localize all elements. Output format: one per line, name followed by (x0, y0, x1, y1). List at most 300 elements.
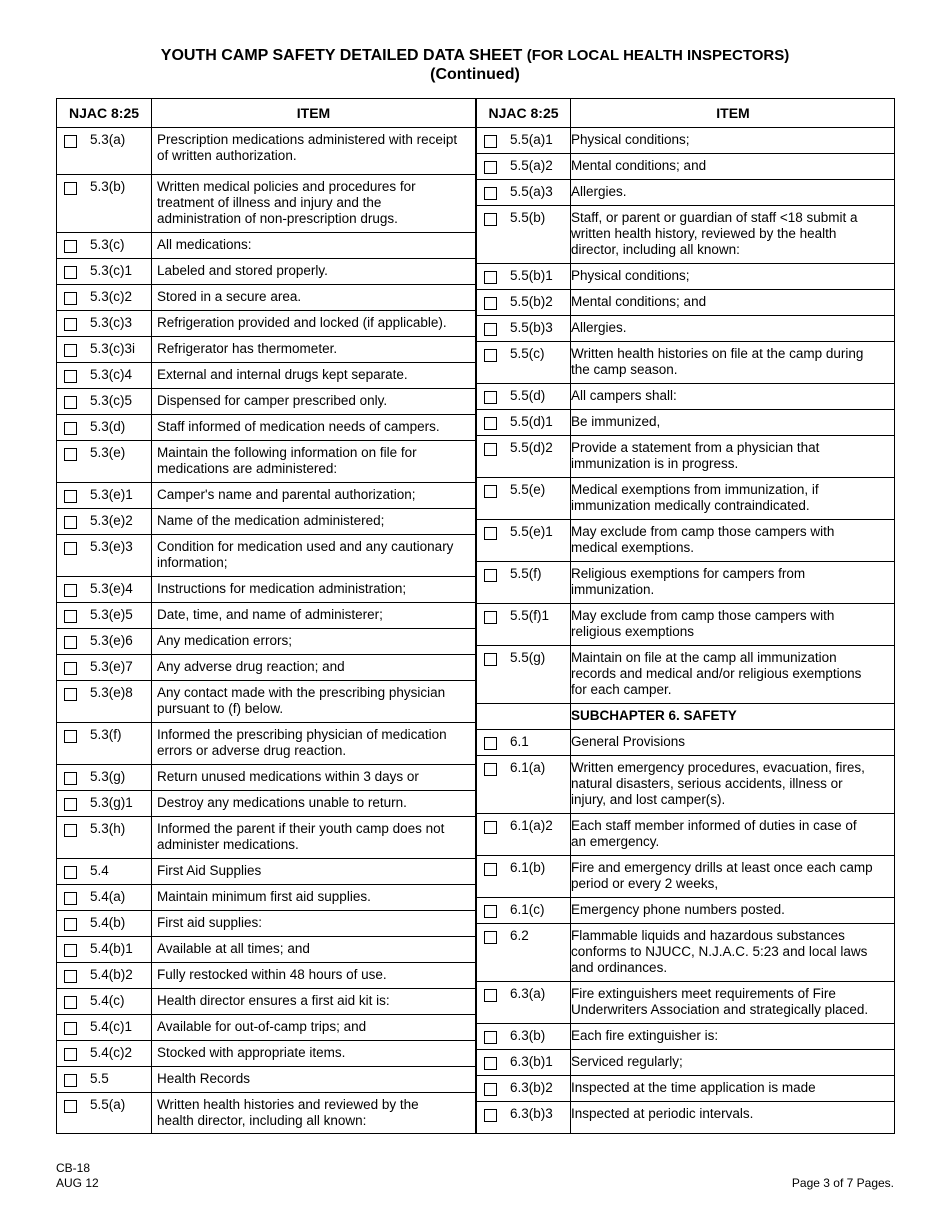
regulation-code: 5.5 (90, 1071, 109, 1086)
item-text-line: natural disasters, serious accidents, illness or (571, 776, 843, 791)
item-description (571, 1054, 683, 1070)
item-description (157, 1045, 345, 1061)
item-text-line: medical exemptions. (571, 540, 695, 555)
item-description (157, 795, 407, 811)
checklist-row (477, 128, 895, 154)
checkbox[interactable] (484, 1083, 497, 1096)
regulation-code: 5.3(e)7 (90, 659, 133, 674)
item-description (157, 289, 301, 305)
section-heading-row (477, 704, 895, 730)
regulation-code: 5.5(b)2 (510, 294, 553, 309)
item-text-line: health director, including all known: (157, 1113, 367, 1128)
regulation-code: 5.5(a)1 (510, 132, 553, 147)
regulation-code: 5.5(d) (510, 388, 546, 403)
checklist-row (57, 483, 475, 509)
checklist-row (477, 1024, 895, 1050)
regulation-code: 5.5(d)1 (510, 414, 553, 429)
checklist-row (57, 233, 475, 259)
regulation-code: 6.2 (510, 928, 529, 943)
checkbox[interactable] (484, 931, 497, 944)
checkbox[interactable] (64, 266, 77, 279)
item-description (571, 346, 863, 378)
checkbox[interactable] (484, 863, 497, 876)
regulation-code: 5.3(c)2 (90, 289, 133, 304)
regulation-code: 6.3(a) (510, 986, 546, 1001)
item-description (571, 158, 706, 174)
checklist-row (477, 856, 895, 898)
checklist-row (57, 629, 475, 655)
item-text-line: Informed the parent if their youth camp does not (157, 821, 445, 836)
item-description (157, 341, 337, 357)
item-text-line: records and medical and/or religious exemptions (571, 666, 862, 681)
item-description (157, 487, 415, 503)
checklist-row (477, 520, 895, 562)
checklist-row (477, 814, 895, 856)
item-description (157, 607, 383, 623)
regulation-code: 5.3(h) (90, 821, 126, 836)
item-description (157, 685, 445, 717)
checkbox[interactable] (64, 422, 77, 435)
checkbox[interactable] (64, 662, 77, 675)
checklist-row (57, 509, 475, 535)
checkbox[interactable] (64, 240, 77, 253)
title-sub: (FOR LOCAL HEALTH INSPECTORS) (526, 47, 790, 64)
regulation-code: 5.5(b) (510, 210, 546, 225)
checklist-row (477, 384, 895, 410)
item-text-line: Return unused medications within 3 days or (157, 769, 419, 784)
checklist-row (57, 911, 475, 937)
checklist-row (57, 128, 475, 175)
item-text-line: Mental conditions; and (571, 294, 707, 309)
item-text-line: period or every 2 weeks, (571, 876, 719, 891)
regulation-code: 6.1(c) (510, 902, 545, 917)
item-description (157, 393, 387, 409)
checkbox[interactable] (484, 989, 497, 1002)
item-text-line: SUBCHAPTER 6. SAFETY (571, 708, 737, 723)
item-text-line: religious exemptions (571, 624, 695, 639)
checkbox[interactable] (64, 772, 77, 785)
item-description (157, 179, 416, 227)
checkbox[interactable] (64, 1100, 77, 1113)
checkbox[interactable] (484, 323, 497, 336)
regulation-code: 5.5(c) (510, 346, 545, 361)
checklist-row (477, 206, 895, 264)
item-text-line: written health history, reviewed by the health (571, 226, 837, 241)
item-description (157, 1097, 419, 1129)
checklist-row (477, 646, 895, 704)
item-description (157, 237, 252, 253)
item-description (571, 902, 785, 918)
item-text-line: Prescription medications administered with receipt (157, 132, 458, 147)
item-text-line: Allergies. (571, 320, 627, 335)
checkbox[interactable] (484, 213, 497, 226)
item-text-line: immunization medically contraindicated. (571, 498, 810, 513)
regulation-code: 5.3(e)6 (90, 633, 133, 648)
regulation-code: 5.5(e)1 (510, 524, 553, 539)
checklist-row (477, 1076, 895, 1102)
checklist-row (477, 264, 895, 290)
checklist-row (57, 535, 475, 577)
checklist-row (57, 285, 475, 311)
regulation-code: 5.3(b) (90, 179, 126, 194)
checkbox[interactable] (64, 370, 77, 383)
item-description (571, 184, 627, 200)
item-text-line: Inspected at periodic intervals. (571, 1106, 754, 1121)
item-text-line: Maintain minimum first aid supplies. (157, 889, 371, 904)
checkbox[interactable] (64, 135, 77, 148)
item-description (157, 513, 384, 529)
item-text-line: Each fire extinguisher is: (571, 1028, 719, 1043)
item-text-line: Informed the prescribing physician of medication (157, 727, 447, 742)
item-text-line: Inspected at the time application is made (571, 1080, 816, 1095)
regulation-code: 5.3(c) (90, 237, 125, 252)
right-code-header: NJAC 8:25 (488, 105, 559, 121)
checklist-row (477, 924, 895, 982)
regulation-code: 5.3(e)5 (90, 607, 133, 622)
item-description (571, 132, 690, 148)
item-text-line: Fire extinguishers meet requirements of Fire (571, 986, 836, 1001)
checkbox[interactable] (484, 737, 497, 750)
item-text-line: treatment of illness and injury and the (157, 195, 382, 210)
item-text-line: Be immunized, (571, 414, 661, 429)
regulation-code: 5.5(f) (510, 566, 542, 581)
item-text-line: Name of the medication administered; (157, 513, 385, 528)
regulation-code: 5.5(g) (510, 650, 546, 665)
checklist-row (477, 756, 895, 814)
item-text-line: Labeled and stored properly. (157, 263, 328, 278)
regulation-code: 6.1(a) (510, 760, 546, 775)
regulation-code: 5.5(d)2 (510, 440, 553, 455)
item-description (571, 482, 819, 514)
checklist-row (57, 441, 475, 483)
item-text-line: Refrigeration provided and locked (if applicable). (157, 315, 447, 330)
item-text-line: Fully restocked within 48 hours of use. (157, 967, 387, 982)
item-text-line: Written emergency procedures, evacuation, fires, (571, 760, 865, 775)
item-text-line: medications are administered: (157, 461, 338, 476)
item-text-line: for each camper. (571, 682, 672, 697)
item-description (157, 659, 345, 675)
regulation-code: 5.3(c)5 (90, 393, 133, 408)
item-text-line: Camper's name and parental authorization; (157, 487, 416, 502)
regulation-code: 5.4(c)2 (90, 1045, 133, 1060)
item-description (571, 650, 861, 698)
item-description (157, 132, 457, 164)
item-text-line: First Aid Supplies (157, 863, 262, 878)
checkbox[interactable] (484, 417, 497, 430)
item-text-line: All campers shall: (571, 388, 677, 403)
item-description (571, 440, 819, 472)
item-text-line: pursuant to (f) below. (157, 701, 284, 716)
checklist-row (57, 1093, 475, 1135)
item-text-line: Staff, or parent or guardian of staff <18 submit a (571, 210, 858, 225)
checklist-row (57, 681, 475, 723)
checklist-row (57, 817, 475, 859)
regulation-code: 5.4(b)2 (90, 967, 133, 982)
checklist-row (477, 1050, 895, 1076)
item-description (157, 539, 453, 571)
checklist-row (57, 765, 475, 791)
item-description (157, 993, 390, 1009)
regulation-code: 5.3(e)1 (90, 487, 133, 502)
item-description (157, 967, 387, 983)
checklist-row (477, 154, 895, 180)
checkbox[interactable] (64, 448, 77, 461)
item-text-line: an emergency. (571, 834, 660, 849)
item-text-line: Allergies. (571, 184, 627, 199)
left-item-header: ITEM (296, 105, 331, 121)
checklist-row (57, 577, 475, 603)
item-text-line: Available for out-of-camp trips; and (157, 1019, 367, 1034)
checklist-row (477, 342, 895, 384)
regulation-code: 5.3(c)3i (90, 341, 136, 356)
item-description (157, 263, 328, 279)
checkbox[interactable] (484, 527, 497, 540)
checkbox[interactable] (64, 798, 77, 811)
checklist-row (57, 723, 475, 765)
regulation-code: 5.3(e)3 (90, 539, 133, 554)
checkbox[interactable] (64, 292, 77, 305)
regulation-code: 5.3(e)4 (90, 581, 133, 596)
checklist-row (57, 989, 475, 1015)
checkbox[interactable] (64, 892, 77, 905)
checkbox[interactable] (64, 396, 77, 409)
checkbox[interactable] (484, 349, 497, 362)
checkbox[interactable] (484, 161, 497, 174)
regulation-code: 6.3(b)3 (510, 1106, 553, 1121)
item-text-line: Each staff member informed of duties in case of (571, 818, 857, 833)
regulation-code: 5.4(a) (90, 889, 126, 904)
checklist-row (57, 963, 475, 989)
item-text-line: Stored in a secure area. (157, 289, 302, 304)
item-text-line: information; (157, 555, 228, 570)
item-text-line: Maintain the following information on file for (157, 445, 417, 460)
item-description (571, 986, 868, 1018)
item-text-line: Available at all times; and (157, 941, 310, 956)
checkbox[interactable] (484, 569, 497, 582)
item-description (571, 388, 677, 404)
data-sheet-table (56, 98, 895, 1134)
item-text-line: injury, and lost camper(s). (571, 792, 726, 807)
item-description (157, 1071, 250, 1087)
item-text-line: immunization. (571, 582, 655, 597)
item-description (571, 1028, 718, 1044)
item-text-line: Maintain on file at the camp all immunization (571, 650, 837, 665)
checkbox[interactable] (484, 905, 497, 918)
item-description (157, 941, 310, 957)
item-text-line: director, including all known: (571, 242, 740, 257)
item-text-line: May exclude from camp those campers with (571, 524, 835, 539)
checklist-row (57, 1041, 475, 1067)
checkbox[interactable] (64, 824, 77, 837)
page-number: Page 3 of 7 Pages. (791, 1176, 894, 1190)
checklist-row (477, 180, 895, 206)
item-text-line: administration of non-prescription drugs. (157, 211, 398, 226)
checkbox[interactable] (64, 996, 77, 1009)
item-description (157, 315, 447, 331)
checkbox[interactable] (64, 490, 77, 503)
item-text-line: Refrigerator has thermometer. (157, 341, 338, 356)
checklist-row (57, 337, 475, 363)
checklist-row (57, 791, 475, 817)
item-description (571, 760, 865, 808)
item-text-line: Stocked with appropriate items. (157, 1045, 346, 1060)
item-text-line: Fire and emergency drills at least once each camp (571, 860, 873, 875)
item-description (571, 1106, 753, 1122)
form-date: AUG 12 (56, 1176, 99, 1190)
checkbox[interactable] (64, 344, 77, 357)
checkbox[interactable] (484, 821, 497, 834)
item-text-line: Condition for medication used and any cautionary (157, 539, 454, 554)
item-description (157, 769, 419, 785)
title-continued: (Continued) (430, 66, 520, 83)
checkbox[interactable] (64, 182, 77, 195)
checklist-row (477, 316, 895, 342)
checkbox[interactable] (484, 763, 497, 776)
regulation-code: 6.1(a)2 (510, 818, 553, 833)
item-text-line: May exclude from camp those campers with (571, 608, 835, 623)
checkbox[interactable] (484, 391, 497, 404)
section-heading (571, 708, 737, 724)
checklist-row (477, 562, 895, 604)
item-text-line: Provide a statement from a physician that (571, 440, 820, 455)
checklist-row (477, 410, 895, 436)
item-description (157, 889, 371, 905)
checkbox[interactable] (484, 297, 497, 310)
regulation-code: 5.4(c) (90, 993, 125, 1008)
item-description (157, 727, 447, 759)
checklist-row (477, 436, 895, 478)
regulation-code: 5.3(g) (90, 769, 126, 784)
checkbox[interactable] (64, 1022, 77, 1035)
regulation-code: 5.5(b)3 (510, 320, 553, 335)
regulation-code: 5.5(b)1 (510, 268, 553, 283)
item-text-line: Any medication errors; (157, 633, 293, 648)
item-text-line: Written health histories and reviewed by the (157, 1097, 419, 1112)
regulation-code: 5.3(g)1 (90, 795, 133, 810)
item-text-line: Date, time, and name of administerer; (157, 607, 383, 622)
regulation-code: 5.5(a)3 (510, 184, 553, 199)
item-text-line: Flammable liquids and hazardous substances (571, 928, 845, 943)
item-text-line: Any contact made with the prescribing physician (157, 685, 446, 700)
item-text-line: Serviced regularly; (571, 1054, 683, 1069)
regulation-code: 5.5(f)1 (510, 608, 550, 623)
checklist-row (57, 1067, 475, 1093)
checkbox[interactable] (64, 688, 77, 701)
checkbox[interactable] (484, 187, 497, 200)
item-description (571, 414, 660, 430)
item-text-line: Health director ensures a first aid kit is: (157, 993, 390, 1008)
item-description (571, 860, 873, 892)
checklist-row (477, 730, 895, 756)
checkbox[interactable] (64, 610, 77, 623)
checkbox[interactable] (64, 584, 77, 597)
checklist-row (57, 363, 475, 389)
regulation-code: 6.1(b) (510, 860, 546, 875)
checkbox[interactable] (64, 636, 77, 649)
item-description (157, 419, 440, 435)
checkbox[interactable] (64, 318, 77, 331)
checkbox[interactable] (484, 443, 497, 456)
checkbox[interactable] (64, 918, 77, 931)
checklist-row (57, 1015, 475, 1041)
item-text-line: Written medical policies and procedures for (157, 179, 416, 194)
checklist-row (57, 859, 475, 885)
item-description (571, 210, 858, 258)
checkbox[interactable] (64, 1074, 77, 1087)
item-text-line: First aid supplies: (157, 915, 263, 930)
item-description (157, 863, 261, 879)
item-text-line: Mental conditions; and (571, 158, 707, 173)
item-description (571, 566, 805, 598)
item-description (571, 818, 857, 850)
checkbox[interactable] (484, 1109, 497, 1122)
checklist-row (57, 389, 475, 415)
checkbox[interactable] (64, 516, 77, 529)
title-main: YOUTH CAMP SAFETY DETAILED DATA SHEET (160, 47, 523, 64)
checklist-row (57, 885, 475, 911)
item-description (157, 581, 406, 597)
form-id: CB-18 (56, 1161, 91, 1175)
checkbox[interactable] (484, 653, 497, 666)
checklist-row (477, 290, 895, 316)
regulation-code: 5.5(a) (90, 1097, 126, 1112)
regulation-code: 6.3(b) (510, 1028, 546, 1043)
regulation-code: 5.4 (90, 863, 109, 878)
item-text-line: Physical conditions; (571, 132, 690, 147)
checklist-row (57, 415, 475, 441)
item-text-line: Dispensed for camper prescribed only. (157, 393, 388, 408)
checkbox[interactable] (484, 135, 497, 148)
checklist-row (477, 982, 895, 1024)
regulation-code: 5.5(a)2 (510, 158, 553, 173)
item-description (157, 445, 417, 477)
checkbox[interactable] (484, 485, 497, 498)
checkbox[interactable] (64, 944, 77, 957)
item-text-line: Destroy any medications unable to return. (157, 795, 407, 810)
page-title (0, 46, 950, 65)
checkbox[interactable] (484, 611, 497, 624)
checkbox[interactable] (64, 1048, 77, 1061)
checkbox[interactable] (64, 866, 77, 879)
regulation-code: 5.3(c)3 (90, 315, 133, 330)
checklist-row (57, 655, 475, 681)
regulation-code: 5.3(a) (90, 132, 126, 147)
checkbox[interactable] (64, 730, 77, 743)
item-text-line: General Provisions (571, 734, 686, 749)
regulation-code: 5.4(c)1 (90, 1019, 133, 1034)
item-text-line: and ordinances. (571, 960, 668, 975)
item-text-line: Any adverse drug reaction; and (157, 659, 345, 674)
regulation-code: 5.3(c)4 (90, 367, 133, 382)
regulation-code: 5.4(b) (90, 915, 126, 930)
item-text-line: conforms to NJUCC, N.J.A.C. 5:23 and local laws (571, 944, 868, 959)
checklist-row (57, 311, 475, 337)
right-item-header: ITEM (716, 105, 750, 121)
item-text-line: All medications: (157, 237, 252, 252)
item-description (571, 928, 867, 976)
item-text-line: errors or adverse drug reaction. (157, 743, 347, 758)
checkbox[interactable] (484, 1057, 497, 1070)
item-text-line: Religious exemptions for campers from (571, 566, 806, 581)
checklist-row (57, 603, 475, 629)
checkbox[interactable] (64, 970, 77, 983)
checkbox[interactable] (484, 1031, 497, 1044)
checkbox[interactable] (484, 271, 497, 284)
item-description (571, 524, 834, 556)
checklist-row (477, 1102, 895, 1128)
checkbox[interactable] (64, 542, 77, 555)
regulation-code: 5.3(d) (90, 419, 126, 434)
